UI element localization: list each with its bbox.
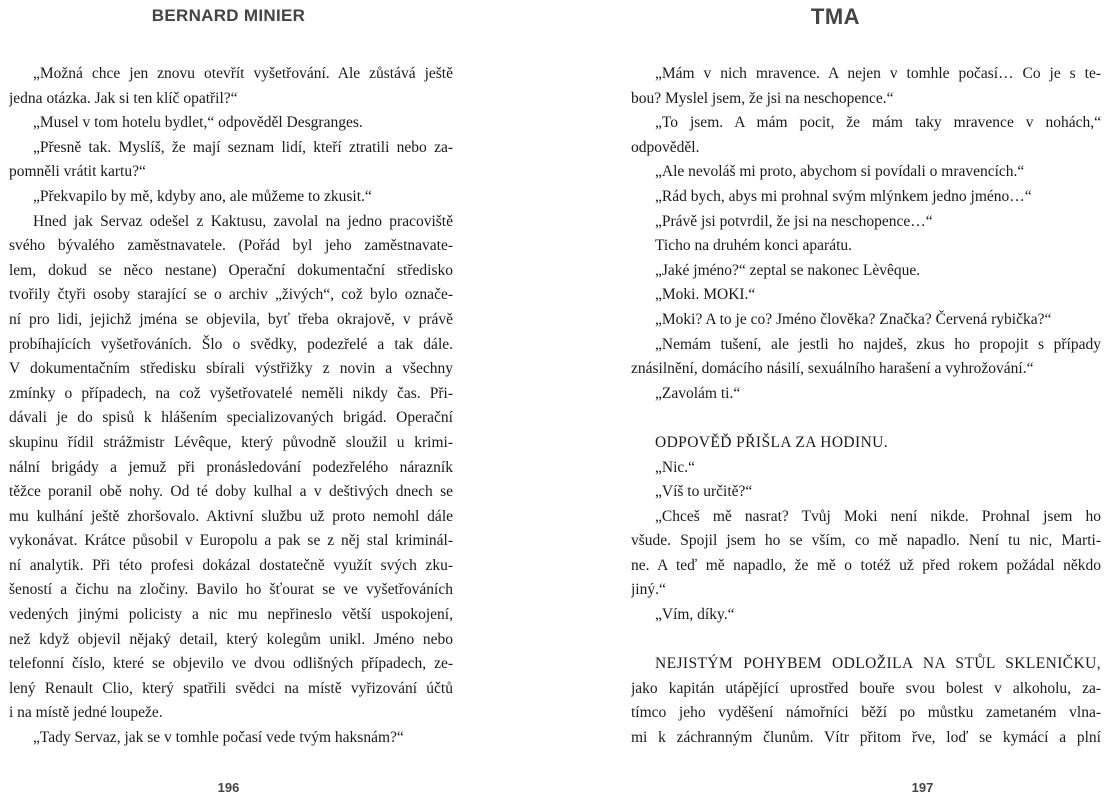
text-line: tvořily čtyři osoby starající se o archiv „živých“, což bylo označe- (9, 286, 453, 304)
text-line: odpověděl. (631, 138, 700, 156)
running-head-author: BERNARD MINIER (151, 6, 306, 25)
text-line: než když objevil nějaký detail, který kolegům unikl. Jméno nebo (9, 630, 453, 648)
text-line: „Tady Servaz, jak se v tomhle počasí vede tvým haksnám?“ (33, 729, 404, 747)
text-line: ODPOVĚĎ PŘIŠLA ZA HODINU. (655, 433, 889, 451)
text-line: telefonní číslo, které se objevilo ve dvou odlišných případech, ze- (9, 655, 453, 673)
page-number-left: 196 (217, 780, 240, 795)
text-line: tímco jeho vyděšení námořníci běží po můstku zametaném vlna- (631, 704, 1101, 722)
text-line: „Nic.“ (655, 458, 696, 476)
text-line: i na místě jedné loupeže. (9, 704, 163, 722)
text-line: V dokumentačním středisku sbírali výstřižky z novin a všechny (9, 360, 453, 378)
left-page-text (9, 62, 453, 751)
text-line: mu kulhání ještě zhoršovalo. Aktivní službu už proto nemohl dále (9, 507, 453, 525)
text-line: „Mám v nich mravence. A nejen v tomhle počasí… Co je s te- (655, 65, 1101, 82)
right-page-text (631, 62, 1101, 751)
text-line: jiný.“ (631, 581, 666, 599)
text-line: „Musel v tom hotelu bydlet,“ odpověděl Desgranges. (33, 114, 363, 132)
text-line: všude. Spojil jsem ho se vším, co mě napadlo. Není tu nic, Marti- (631, 532, 1101, 550)
text-line: jako kapitán utápějící uprostřed bouře svou bolest v alkoholu, za- (631, 679, 1101, 697)
text-line: vedených jinými policisty a nic mu nepřineslo větší uspokojení, (9, 606, 453, 624)
text-line: „Překvapilo by mě, kdyby ano, ale můžeme to zkusit.“ (33, 187, 372, 205)
text-line: ní analytik. Při této profesi dokázal dostatečně využít svých zku- (9, 556, 453, 574)
page-number-right: 197 (911, 780, 934, 795)
text-line: pomněli vrátit kartu?“ (9, 163, 146, 181)
text-line: probíhajících vyšetřováních. Šlo o svědky, podezřelé a tak dále. (9, 335, 453, 353)
text-line: šeností a čichu na zločiny. Bavilo ho šťourat se ve vyšetřováních (9, 581, 453, 599)
text-line: „Vím, díky.“ (655, 606, 735, 624)
text-line: Ticho na druhém konci aparátu. (655, 237, 853, 255)
text-line: NEJISTÝM POHYBEM ODLOŽILA NA STŮL SKLENIČKU, (655, 655, 1101, 673)
running-head-title: TMA (810, 4, 861, 29)
text-line: vykonávat. Krátce působil v Europolu a pak se z něj stal kriminál- (9, 532, 453, 550)
text-line: „Moki? A to je co? Jméno člověka? Značka? Červená rybička?“ (655, 310, 1052, 328)
text-line: jedna otázka. Jak si ten klíč opatřil?“ (9, 89, 238, 107)
text-line: zmínky o případech, na což vyšetřovatelé neměli nikdy čas. Při- (9, 384, 453, 402)
text-line: mi k záchranným člunům. Vítr přitom řve, loď se kymácí a plní (631, 729, 1101, 747)
text-line: lem, dokud se něco nestane) Operační dokumentační středisko (9, 261, 453, 279)
text-line: „Právě jsi potvrdil, že jsi na neschopence…“ (655, 212, 933, 230)
text-line: nální brigády a jemuž při pronásledování podezřelého nárazník (9, 458, 453, 476)
text-line: lený Renault Clio, který spatřili svědci na místě vyřizování účtů (9, 679, 453, 697)
text-line: ne. A teď mě napadlo, že mě o totéž už před rokem požádal někdo (631, 556, 1101, 574)
text-line: „Nemám tušení, ale jestli ho najdeš, zkus ho propojit s případy (655, 335, 1101, 353)
text-line: „Zavolám ti.“ (655, 384, 741, 402)
text-line: „Chceš mě nasrat? Tvůj Moki není nikde. Prohnal jsem ho (655, 507, 1101, 525)
text-line: „Víš to určitě?“ (655, 483, 753, 501)
text-line: „Možná chce jen znovu otevřít vyšetřování. Ale zůstává ještě (33, 65, 453, 82)
text-line: Hned jak Servaz odešel z Kaktusu, zavolal na jedno pracoviště (33, 212, 453, 230)
text-line: „Rád bych, abys mi prohnal svým mlýnkem jedno jméno…“ (655, 187, 1032, 205)
section-break (631, 628, 1101, 653)
text-line: svého bývalého zaměstnavatele. (Pořád byl jeho zaměstnavate- (9, 237, 453, 255)
text-line: bou? Myslel jsem, že jsi na neschopence.“ (631, 89, 894, 107)
text-line: dávali je do spisů k hlášením specializovaných brigád. Operační (9, 409, 453, 427)
section-break (631, 406, 1101, 431)
text-line: „To jsem. A mám pocit, že mám taky mravence v nohách,“ (655, 114, 1101, 132)
text-line: skupinu řídil strážmistr Lévêque, který původně sloužil u krimi- (9, 433, 453, 451)
text-line: ní pro lidi, jejichž jména se objevila, byť třeba okrajově, v právě (9, 310, 453, 328)
text-line: znásilnění, domácího násilí, sexuálního harašení a vyhrožování.“ (631, 360, 1034, 378)
text-line: „Moki. MOKI.“ (655, 286, 756, 304)
right-page (553, 0, 1106, 800)
text-line: „Jaké jméno?“ zeptal se nakonec Lèvêque. (655, 261, 921, 279)
text-line: „Přesně tak. Myslíš, že mají seznam lidí, kteří ztratili nebo za- (33, 138, 453, 156)
text-line: těžce poranil obě nohy. Od té doby kulhal a v deštivých dnech se (9, 483, 453, 501)
text-line: „Ale nevoláš mi proto, abychom si povídali o mravencích.“ (655, 163, 1025, 181)
